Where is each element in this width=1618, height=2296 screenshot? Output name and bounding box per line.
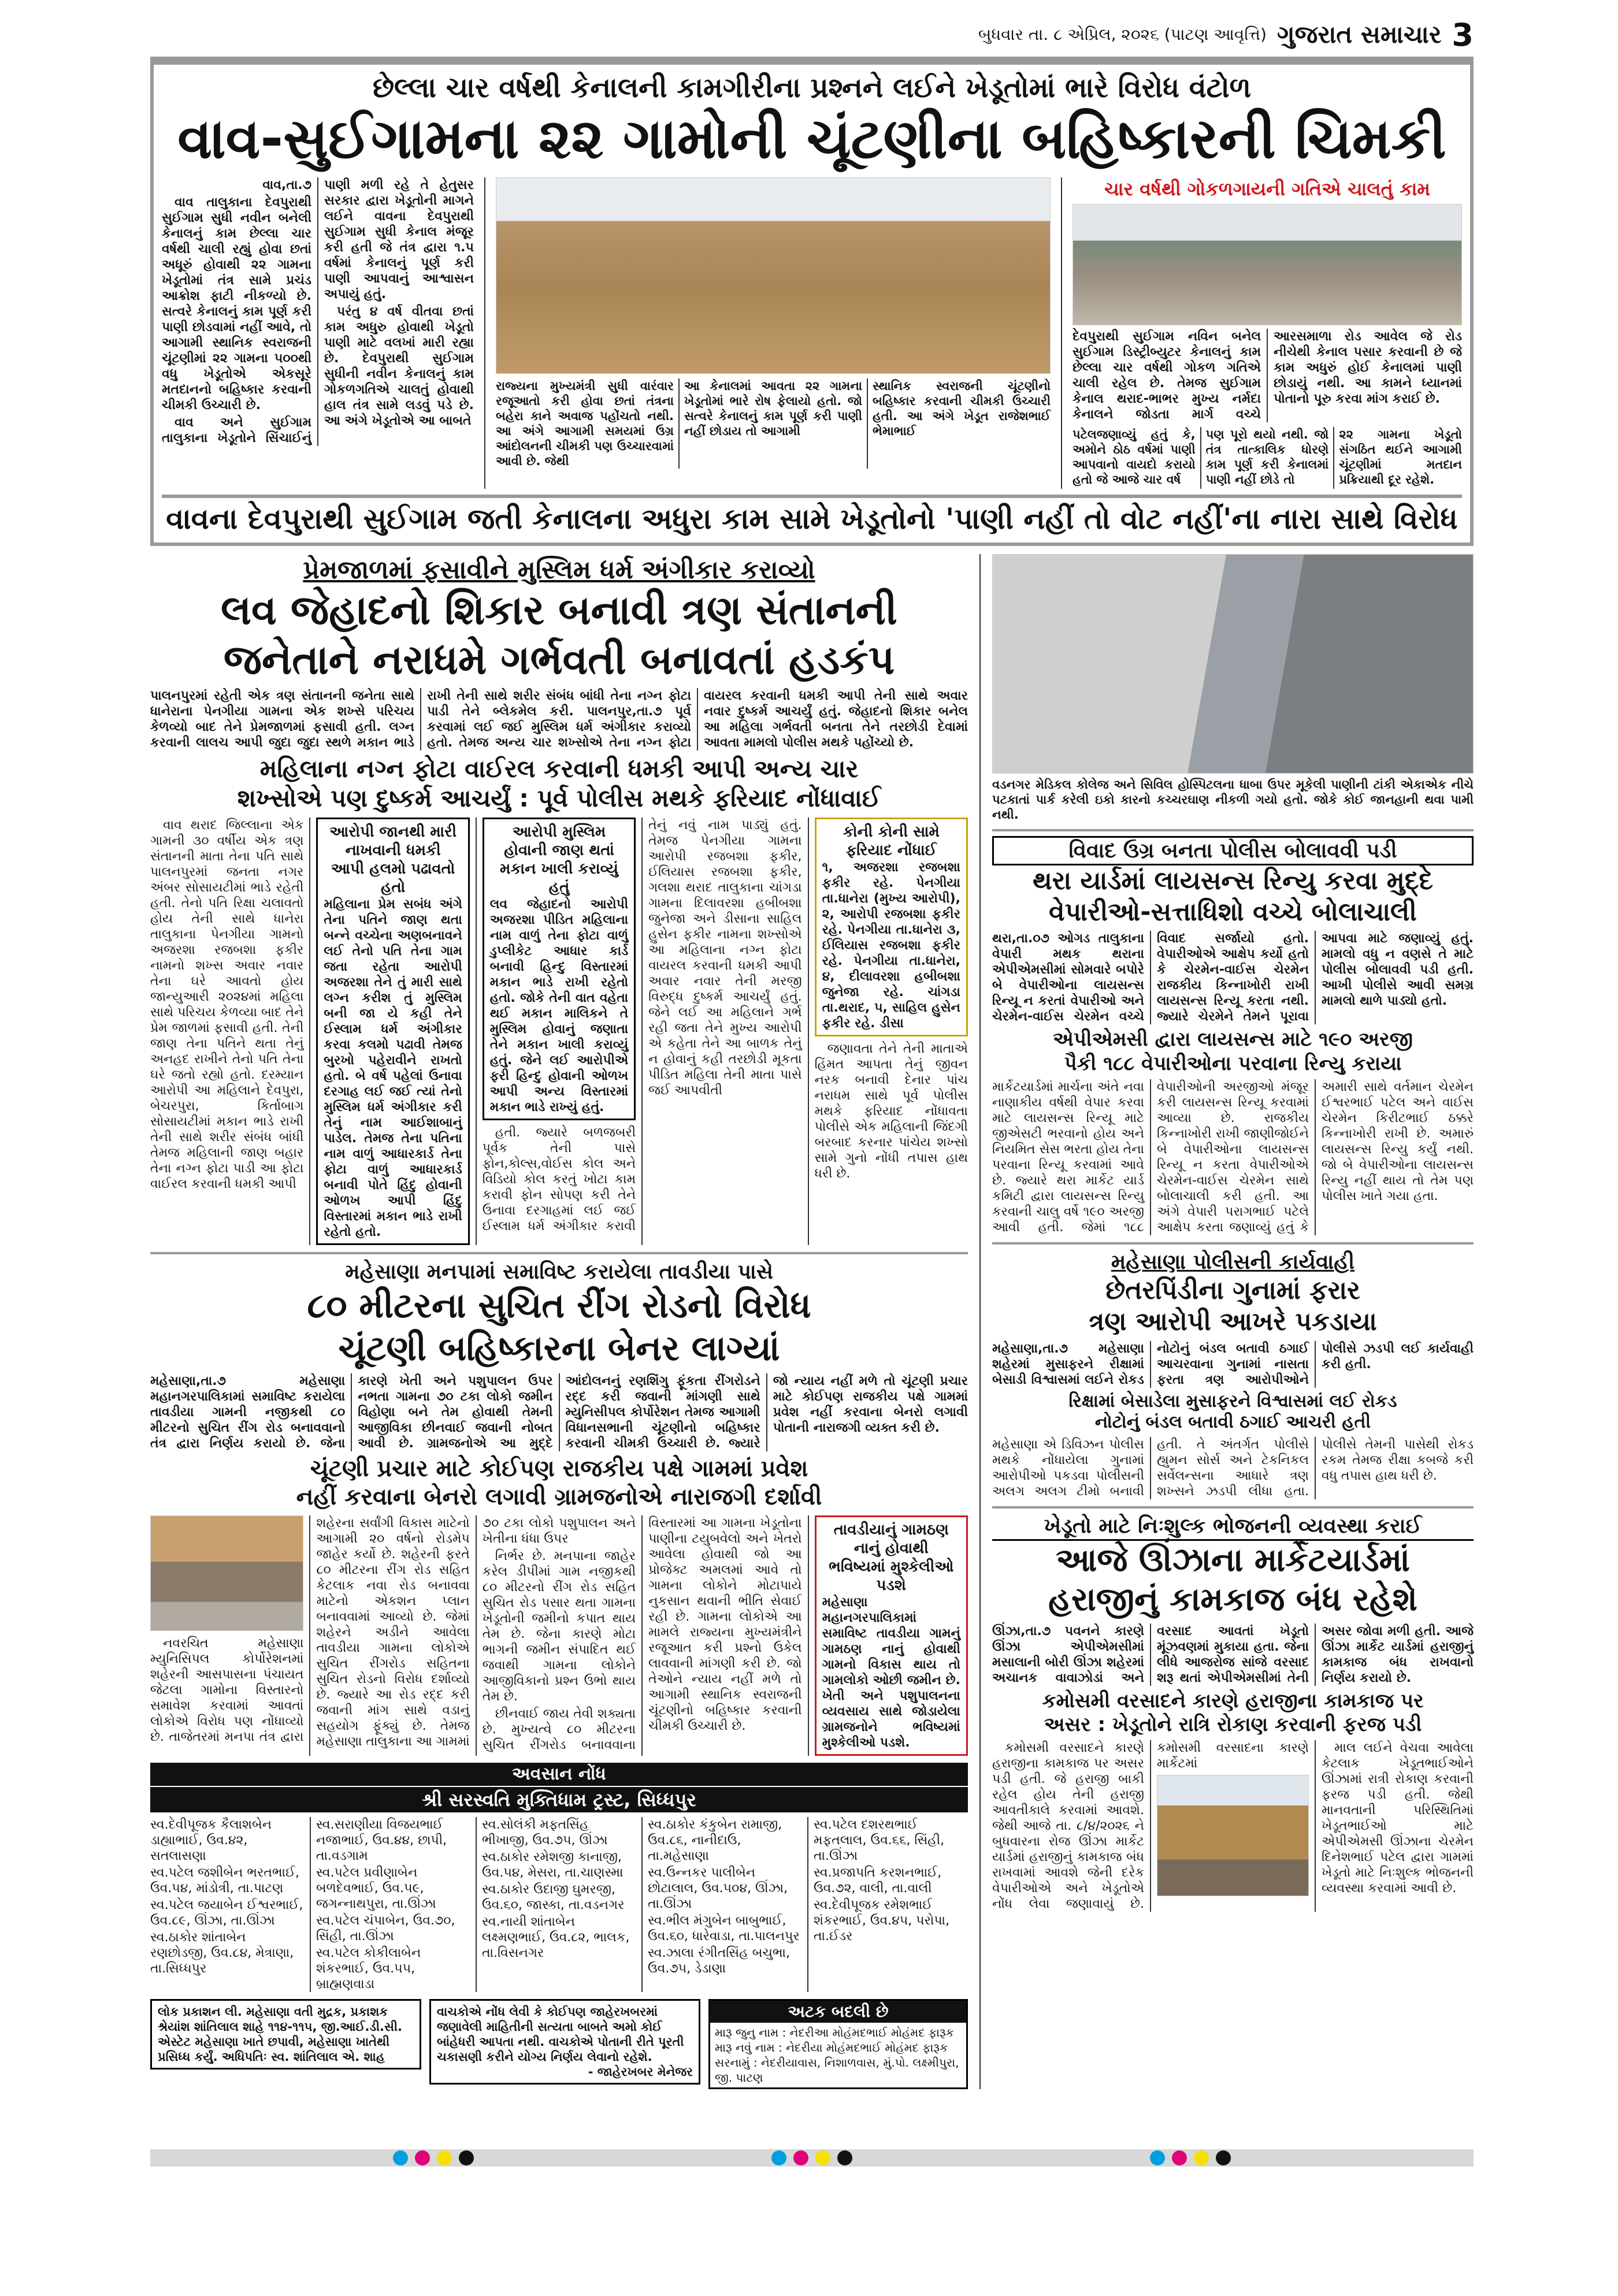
obituary-trust: શ્રી સરસ્વતિ મુક્તિધામ ટ્રસ્ટ, સિધ્ધપુર (150, 1786, 968, 1812)
black-dot (1216, 2150, 1231, 2165)
story3-headline-line1: થરા યાર્ડમાં લાયસન્સ રિન્યુ કરવા મુદ્દે (1032, 866, 1434, 896)
box-title: કોની કોની સામે (843, 823, 940, 841)
cyan-dot (1150, 2150, 1165, 2165)
story4-headline-line2: ચૂંટણી બહિષ્કારના બેનર લાગ્યાં (338, 1328, 780, 1369)
story3-body2: માર્કેટયાર્ડમાં માર્ચના અંતે નવા નાણાકીય વર્ષથી વેપાર કરવા માટે લાયસન્સ રિન્યૂ માટે જીએસટી ભરવાનો હોય અને નિયમિત સેસ ભરતા હોય તેના પરવાના રિન્યૂ કરવામાં આવે છે. જ્યારે થરા માર્કેટ યાર્ડ કમિટી દ્વારા લાયસન્સ રિન્યુ કરવાની ચાલુ વર્ષે ૧૯૦ અરજી આવી હતી. જેમાં ૧૮૮ વેપારીઓની અરજીઓ મંજૂર કરી લાયસન્સ રિન્યૂ કરવામાં આવ્યા છે. રાજકીય કિન્નાખોરી રાખી જાણીજોઈને બે વેપારીઓના લાયસન્સ રિન્યૂ ન કરતા વેપારીઓએ ચેરમેન-વાઈસ ચેરમેન સાથે બોલાચાલી કરી હતી. આ અંગે વેપારી પરાગભાઈ પટેલે આક્ષેપ કરતા જણાવ્યું હતું કે અમારી સાથે વર્તમાન ચેરમેન ઈશ્વરભાઈ પટેલ અને વાઈસ ચેરમેન કિરીટભાઈ ઠક્કરે કિન્નાખોરી રાખી છે. અમારું લાયસન્સ રિન્યુ કર્યું નથી. જો બે વેપારીઓના લાયસન્સ રિન્યુ નહીં થાય તો તેમ પણ પોલીસ ખાતે ગયા હતા. (992, 1080, 1474, 1235)
story6-body2: કમોસમી વરસાદને કારણે હરાજીના કામકાજ પર અસર પડી હતી. જે હરાજી બાકી રહેલ હોય તેની હરાજી આવતીકાલે કરવામાં આવશે. જેથી આજે તા. ૮/૪/૨૦૨૬ ને બુધવારના રોજ ઊંઝા માર્કેટ યાર્ડમાં હરાજીનું કામકાજ બંધ રાખવામાં આવશે જેની દરેક વેપારીઓએ અને ખેડૂતોએ નોંધ લેવા જણાવાયું છે. કમોસમી વરસાદના કારણે માર્કેટમાં (992, 1741, 1309, 1912)
box-body: લવ જેહાદનો આરોપી અજરશા પીડિત મહિલાના નામ વાળું તેના ફોટા વાળું ડુપ્લીકેટ આધાર કાર્ડ બનાવી હિન્દુ વિસ્તારમાં મકાન ભાડે રાખી રહેતો હતો. જોકે તેની વાત વહેતા થઈ મકાન માલિકને તે મુસ્લિમ હોવાનું જણાતા તેને મકાન ખાલી કરાવ્યું હતું. જેને લઈ આરોપીએ ફરી હિન્દુ હોવાની ઓળખ આપી અન્ય વિસ્તારમાં મકાન ભાડે રાખ્યું હતું. (489, 897, 629, 1115)
caption: સ્થાનિક સ્વરાજની ચૂંટણીનો બહિષ્કાર કરવાની ચીમકી ઉચ્ચારી હતી. આ અંગે ખેડૂત રાજેશભાઈ ભેમાભાઈ (873, 379, 1051, 439)
story1-captions (496, 378, 1051, 469)
story2-subhead-line2: શખ્સોએ પણ દુષ્કર્મ આચર્યું : પૂર્વ પોલીસ મથકે ફરિયાદ નોંધાવાઈ (237, 784, 881, 813)
story4-subhead-line2: નહીં કરવાના બેનરો લગાવી ગ્રામજનોએ નારાજગી દર્શાવી (296, 1483, 822, 1510)
box-title: ફરિયાદ નોંધાઈ (845, 842, 937, 860)
photo-caption: વડનગર મેડિકલ કોલેજ અને સિવિલ હોસ્પિટલના ધાબા ઉપર મૂકેલી પાણીની ટાંકી એકાએક નીચે પટકાતાં પાર્ક કરેલી ઇકો કારનો કચ્ચરઘાણ નીકળી ગયો હતો. જોકે કોઈ જાનહાની થવા પામી નથી. (992, 778, 1474, 822)
name-change-title: અટક બદલી છે (710, 2001, 966, 2023)
protest-crowd-photo (1073, 204, 1462, 325)
obituary-item: સ્વ.પટેલ કોકીલાબેન શંકરભાઈ, ઉવ.૫૫, બ્રાહ્મણવાડા (316, 1946, 421, 1992)
black-dot (837, 2150, 852, 2165)
story-ring-road (150, 1252, 968, 1756)
story1-headline: વાવ-સુઈગામના ૨૨ ગામોની ચૂંટણીના બહિષ્કારની ચિમકી (177, 106, 1446, 171)
caption: ૨૨ ગામના ખેડૂતો સંગઠિત થઈને આગામી ચૂંટણીમાં મતદાન પ્રક્રિયાથી દૂર રહેશે. (1339, 428, 1462, 487)
story2-col3: હતી. જ્યારે બળજબરી પૂર્વક તેની પાસે ફોન,કોલ્સ,વોઈસ કોલ અને વિડિયો કોલ કરતું ખોટા કામ કરાવી ફોન સોપણ કરી તેને ઉનાવા દરગાહમાં લઈ જઈ ઈસ્લામ ધર્મ અંગીકાર કરાવી તેનું નવું નામ પાડ્યું હતું. તેમજ પેનગીયા ગામના આરોપી રજબશા ફકીર, ઈલિયાસ રજબશા ફકીર, ગલશા થરાદ તાલુકાના ચાંગડા ગામના દિલાવરશા હબીબશા જુનેજા અને ડીસાના સાહિલ હુસેન ફકીર નામના શખ્સોએ આ મહિલાના નગ્ન ફોટા વાયરલ કરવાની ધમકી આપી અવાર નવાર તેની મરજી વિરુદ્ધ દુષ્કર્મ આચર્યું હતું. જેને લઈ આ મહિલાને ગર્ભ રહી જતા તેને મુખ્ય આરોપી એ કહેતા તેને આ બાળક તેનું ન હોવાનું કહી તરછોડી મૂકતા પીડિત મહિલા તેની માતા પાસે જઈ આપવીતી (482, 818, 802, 1234)
box-body: ૧, અજરશા રજબશા ફકીર રહે. પેનગીયા તા.ધાનેરા (મુખ્ય આરોપી), ૨, આરોપી રજબશા ફકીર રહે. પેનગીયા તા.ધાનેરા ૩, ઈલિયાસ રજબશા ફકીર રહે. પેનગીયા તા.ધાનેરા, ૪, દીલાવરશા હબીબશા જુનેજા રહે. ચાંગડા તા.થરાદ, ૫, સાહિલ હુસેન ફકીર રહે. ડીસા (822, 860, 960, 1031)
dateline: વાવ,તા.૭ (262, 178, 311, 193)
divider (484, 177, 485, 489)
box-title: આપી હલમો પઢાવતો હતો (331, 860, 455, 897)
obituary-item: સ્વ.પટેલ દશરથભાઈ મફતલાલ, ઉવ.૬૬, સિંહી, તા.ઊંઝા (814, 1818, 945, 1864)
disclaimer-sign: - જાહેરખબર મેનેજર (588, 2065, 693, 2079)
cyan-dot (771, 2150, 786, 2165)
story5-kicker: મહેસાણા પોલીસની કાર્યવાહી (1111, 1250, 1355, 1275)
divider (1061, 177, 1062, 489)
masthead-logo: ગુજરાત સમાચાર (1276, 20, 1442, 49)
story4-col1: નવરચિત મહેસાણા મ્યુનિસિપલ કોર્પોરેશનમાં શહેરની આસપાસના પંચાયત જેટલા ગામોના વિસ્તારનો સમાવેશ કરવામાં આવતાં લોકોએ વિરોધ પણ નોંધાવ્યો છે. તાજેતરમાં મનપા તંત્ર દ્વારા શહેરના સર્વાંગી વિકાસ માટેનો આગામી ૨૦ વર્ષનો રોડમેપ જાહેર કર્યો છે. શહેરની ફરતે ૮૦ મીટરના રીંગ રોડ સહિત કેટલાક નવા રોડ બનાવવા માટેનો એકશન પ્લાન બનાવવામાં આવ્યો છે. જેમાં શહેરને અડીને આવેલા તાવડીયા ગામના લોકોએ સુચિત રીંગરોડ સહિતના સુચિત રોડનો વિરોધ દર્શાવ્યો છે. જ્યારે આ રોડ રદ્દ કરી જવાની માંગ સાથે વડાનું સહયોગ ફૂંક્યું છે. તેમજ મહેસાણા તાલુકાના આ ગામમાં ૭૦ ટકા લોકો પશુપાલન અને ખેતીના ધંધા ઉપર (150, 1516, 636, 1749)
new-name: મારૂ નવું નામ : નેદરીયા મોહંમદભાઈ મોહંમદ ફારૂક (715, 2041, 948, 2055)
story3-kicker: વિવાદ ઉગ્ર બનતા પોલીસ બોલાવવી પડી (992, 836, 1474, 865)
story3-headline-line2: વેપારીઓ-સત્તાધિશો વચ્ચે બોલાચાલી (1049, 897, 1417, 927)
canal-photo (496, 177, 1051, 374)
story4-body: મહેસાણા,તા.૭ મહેસાણા મહાનગરપાલિકામાં સમાવિષ્ટ કરાયેલા તાવડીયા ગામની નજીકથી ૮૦ મીટરનો સુચિત રીંગ રોડ બનાવવાનો તંત્ર દ્વારા નિર્ણય કરાયો છે. જેના કારણે ખેતી અને પશુપાલન ઉપર નભતા ગામના ૭૦ ટકા લોકો જમીન વિહોણા બને તેમ હોવાથી તેમની આજીવિકા છીનવાઈ જવાની નોબત આવી છે. ગ્રામજનોએ આ મુદ્દે આંદોલનનું રણશિંગુ ફૂંકતા રીંગરોડને રદ્દ કરી જવાની માંગણી સાથે મ્યુનિસીપલ કોર્પોરેશન તેમજ આગામી વિધાનસભાની ચૂંટણીનો બહિષ્કાર કરવાની ચીમકી ઉચ્ચારી છે. જ્યારે જો ન્યાય નહીં મળે તો ચૂંટણી પ્રચાર માટે કોઈપણ રાજકીય પક્ષે ગામમાં પ્રવેશ નહીં કરવાના બેનરો લગાવી પોતાની નારાજગી વ્યક્ત કરી છે. (150, 1373, 968, 1451)
story2-accused-box (815, 818, 968, 1036)
story4-kicker: મહેસાણા મનપામાં સમાવિષ્ટ કરાયેલા તાવડીયા પાસે (345, 1260, 773, 1284)
magenta-dot (793, 2150, 808, 2165)
black-dot (459, 2150, 474, 2165)
ads-row (150, 1999, 968, 2089)
caption: આ કેનાલમાં આવતા ૨૨ ગામના ખેડૂતોમાં ભારે રોષ ફેલાયો હતો. જો સત્વરે કેનાલનું કામ પૂર્ણ કરી પાણી નહીં છોડાય તો આગામી (684, 379, 862, 439)
caption: રાજ્યના મુખ્યમંત્રી સુધી વારંવાર રજૂઆતો કરી હોવા છતાં તંત્રના બહેરા કાને અવાજ પહોંચતો નથી. આ અંગે આગામી સમયમાં ઉગ્ર આંદોલનની ચીમકી પણ ઉચ્ચારવામાં આવી છે. જેથી (496, 379, 674, 469)
magenta-dot (415, 2150, 430, 2165)
obituary-item: સ્વ.પટેલ પ્રવીણાબેન બળદેવભાઈ, ઉવ.૫૯, જગન્નાથપુરા, તા.ઊંઝા (316, 1866, 436, 1912)
story2-lead: પાલનપુરમાં રહેતી એક ત્રણ સંતાનની જનેતા સાથે ધાનેરાના પેનગીયા ગામના એક શખ્સે પરિચય કેળવ્યો બાદ તેને પ્રેમજાળમાં ફસાવી હતી. લગ્ન કરવાની લાલચ આપી જુદા જુદા સ્થળે મકાન ભાડે રાખી તેની સાથે શરીર સંબંધ બાંધી તેના નગ્ન ફોટા પાડી તેને બ્લેકમેલ કરી. પાલનપુર,તા.૭ પૂર્વ કરવામાં લઈ જઈ મુસ્લિમ ધર્મ અંગીકાર કરાવ્યો હતો. તેમજ અન્ય ચાર શખ્સોએ તેના નગ્ન ફોટા વાયરલ કરવાની ધમકી આપી તેની સાથે અવાર નવાર દુષ્કર્મ આચર્યું હતું. જેહાદનો શિકાર બનેલ આ મહિલા ગર્ભવતી બનતા તેને તરછોડી દેવામાં આવતા મામલો પોલીસ મથકે પહોંચ્યો છે. (150, 688, 968, 750)
story3-subhead-line2: પૈકી ૧૮૮ વેપારીઓના પરવાના રિન્યુ કરાયા (1064, 1052, 1402, 1075)
disclaimer-text: વાચકોએ નોંધ લેવી કે કોઈપણ જાહેરખબરમાં જણાવેલી માહિતીની સત્યતા બાબતે અમો કોઈ બાંહેધરી આપતા નથી. વાચકોએ પોતાની રીતે પૂરતી ચકાસણી કરીને યોગ્ય નિર્ણય લેવાનો રહેશે. (437, 2005, 684, 2064)
page-number: 3 (1452, 16, 1474, 53)
yellow-dot (815, 2150, 830, 2165)
obituary-item: સ્વ.ઠાકોર શાંતાબેન રણછોડજી, ઉવ.૮૪, મેત્રાણા, તા.સિધ્ધપુર (150, 1930, 294, 1977)
publisher-imprint: લોક પ્રકાશન લી. મહેસાણા વતી મુદ્રક, પ્રકાશક શ્રેયાંશ શાંતિલાલ શાહે ૧૧૪-૧૧૫, જી.આઈ.ડી.સી. એસ્ટેટ મહેસાણા ખાતે છપાવી, મહેસાણા ખાતેથી પ્રસિધ્ધ કર્યું. અધિપતિઃ સ્વ. શાંતિલાલ એ. શાહ (150, 1999, 421, 2070)
yellow-dot (1194, 2150, 1209, 2165)
magenta-dot (1172, 2150, 1187, 2165)
page-header (150, 17, 1474, 52)
story4-col3: છીનવાઈ જાય તેવી શક્યતા છે. મુખ્યત્વે ૮૦ મીટરના સુચિત રીંગરોડ બનાવવાના વિસ્તારમાં આ ગામના ખેડૂતોના પાણીના ટયુબવેલો અને ખેતરો આવેલા હોવાથી જો આ પ્રોજેક્ટ અમલમાં આવે તો ગામના લોકોને મોટાપાયે નુકસાન થવાની ભીતિ સેવાઈ રહી છે. ગામના લોકોએ આ મામલે રાજ્યના મુખ્યમંત્રીને રજૂઆત કરી પ્રશ્નો ઉકેલ લાવવાની માંગણી કરી છે. જો તેઓને ન્યાય નહીં મળે તો આગામી સ્થાનિક સ્વરાજની ચૂંટણીનો બહિષ્કાર કરવાની ચીમકી ઉચ્ચારી છે. (482, 1516, 802, 1753)
caption: પટેલજણાવ્યું હતું કે, અમોને ઠોઠ વર્ષમાં પાણી આપવાનો વાયદો કરાયો હતો જે આજે ચાર વર્ષ (1073, 428, 1196, 487)
obituary-item: સ્વ.પ્રજાપતિ કરશનભાઈ, ઉવ.૭૨, વાલી, તા.વાલી (814, 1866, 942, 1896)
story5-subhead-line2: નોટોનું બંડલ બતાવી ઠગાઈ આચરી હતી (1094, 1412, 1371, 1433)
divider (979, 554, 981, 2089)
story1-side-body: દેવપુરાથી સુઈગામ નવિન બનેલ સુઈગામ ડિસ્ટ્રીબ્યુટર કેનાલનું કામ છેલ્લા ચાર વર્ષથી ગોકળ ગતિએ ચાલી રહેલ છે. તેમજ સુઈગામ કેનાલ થરાદ-ભાભર મુખ્ય નર્મદા કેનાલને જોડતા માર્ગ વચ્ચે આરસમાળા રોડ આવેલ જે રોડ નીચેથી કેનાલ પસાર કરવાની છે જે કામ અધુરું હોઈ કેનાલમાં પાણી છોડાયું નથી. આ કામને ધ્યાનમાં પોતાનો પૂરુ કરવા માંગ કરાઈ છે. (1073, 329, 1462, 422)
story6-body3: માલ લઈને વેચવા આવેલા કેટલાક ખેડૂતભાઈઓને ઊંઝામાં રાત્રી રોકાણ કરવાની ફરજ પડી હતી. જેથી માનવતાની પરિસ્થિતિમાં ખેડૂતભાઈઓ માટે એપીએમસી ઊંઝાના ચેરમેન દિનેશભાઈ પટેલ દ્વારા ગામમાં ખેડૂતો માટે નિઃશુલ્ક ભોજનની વ્યવસ્થા કરવામાં આવી છે. (1322, 1741, 1474, 1896)
story4-redbox (815, 1515, 968, 1756)
story2-columns (150, 818, 968, 1245)
obituary-item: સ્વ.દેવીપૂજક કૈલાશબેન ડાહ્યાભાઈ, ઉવ.૪૨, સતલાસણા (150, 1818, 272, 1864)
obituary-title: અવસાન નોંધ (150, 1763, 968, 1786)
name-change-box (708, 1999, 968, 2089)
obituary-item: સ્વ.ઠાકોર ઉદાજી ઘુમરજી, ઉવ.૬૦, જાસ્કા, તા.વડનગર (482, 1882, 625, 1913)
newspaper-page (150, 17, 1474, 2167)
paragraph: પરંતુ ૪ વર્ષ વીતવા છતાં કામ અધુરુ હોવાથી ખેડૂતો પાણી માટે વલખાં મારી રહ્યા છે. દેવપુરાથી સુઈગામ સુધીની નવીન કેનાલનું કામ ગોકળગતિએ ચાલતું હોવાથી હાલ તંત્ર સામે લડવું પડે છે. આ અંગે ખેડૂતોએ આ બાબતે (324, 304, 474, 429)
story2-box2 (483, 818, 636, 1120)
box-body: મહિલાના પ્રેમ સબંધ અંગે તેના પતિને જાણ થતા બન્ને વચ્ચેના અણબનાવને લઈ તેનો પતિ તેના ગામ જતા રહેતા આરોપી અજરશા તેને તું મારી સાથે લગ્ન કરીશ તું મુસ્લિમ બની જા યે કહી તેને ઈસ્લામ ધર્મ અંગીકાર કરવા કલમો પઢાવી તેમજ બુરખો પહેરાવીને રાખતો હતો. બે વર્ષ પહેલાં ઉનાવા દરગાહ લઈ જઈ ત્યાં તેનો મુસ્લિમ ધર્મ અંગીકાર કરી તેનું નામ આઈશાબાનું પાડેલ. તેમજ તેના પતિના નામ વાળું આધારકાર્ડ તેના ફોટા વાળું આધારકાર્ડ બનાવી પોતે હિંદુ હોવાની ઓળખ આપી હિંદુ વિસ્તારમાં મકાન ભાડે રાખી રહેતો હતો. (324, 897, 462, 1240)
story2-kicker: પ્રેમજાળમાં ફસાવીને મુસ્લિમ ધર્મ અંગીકાર કરાવ્યો (303, 555, 815, 585)
old-name: મારૂ જુનુ નામ : નેદરીઆ મોહંમદભાઈ મોહંમદ ફારૂક (715, 2026, 954, 2040)
story-fraud-arrest (992, 1242, 1474, 1499)
obituary-item: સ્વ.ઠાકોર રમેશજી કાનાજી, ઉવ.૫૪, મેસરા, તા.ચાણસ્મા (482, 1850, 624, 1881)
story4-col2: નિર્ભર છે. મનપાના જાહેર કરેલ ડીપીમાં ગામ નજીકથી ૮૦ મીટરનો રીંગ રોડ સહિત સુચિત રોડ પસાર થતા ગામના ખેડૂતોની જમીનો કપાત થાય તેમ છે. જેના કારણે મોટા ભાગની જમીન સંપાદિત થઈ જવાથી ગામના લોકોને આજીવિકાનો પ્રશ્ન ઉભો થાય તેમ છે. (482, 1549, 636, 1704)
story4-columns (150, 1515, 968, 1756)
obituary-list (150, 1817, 968, 1992)
story-love-jihad (150, 554, 968, 1245)
print-registration-bar (150, 2149, 1474, 2167)
obituary-item: સ્વ.પટેલ ચંપાબેન, ઉવ.૭૦, સિંહી, તા.ઊંઝા (316, 1914, 455, 1944)
box-title: મકાન ખાલી કરાવ્યું હતું (500, 860, 618, 897)
story6-kicker: ખેડૂતો માટે નિઃશુલ્ક ભોજનની વ્યવસ્થા કરાઈ (992, 1513, 1474, 1541)
story6-headline-line1: આજે ઊંઝાના માર્કેટયાર્ડમાં (1056, 1541, 1410, 1579)
story5-headline-line2: ત્રણ આરોપી આખરે પકડાયા (1089, 1307, 1377, 1337)
obituary-item: સ્વ.પટેલ જયાબેન ઈશ્વરભાઈ, ઉવ.૮૯, ઊંઝા, તા.ઊંઝા (150, 1898, 303, 1929)
story4-headline-line1: ૮૦ મીટરના સુચિત રીંગ રોડનો વિરોધ (307, 1286, 811, 1327)
story2-subhead-line1: મહિલાના નગ્ન ફોટા વાઈરલ કરવાની ધમકી આપી અન્ય ચાર (259, 754, 859, 783)
water-tank-collapse-photo (992, 554, 1474, 774)
story3-subhead-line1: એપીએમસી દ્વારા લાયસન્સ માટે ૧૯૦ અરજી (1052, 1028, 1413, 1052)
story2-col4: જણાવતા તેને તેની માતાએ હિંમત આપતા તેનું જીવન નરક બનાવી દેનાર પાંચ નરાધમ સાથે પૂર્વ પોલીસ મથકે ફરિયાદ નોંધાવતા પોલીસે એક મહિલાની જિંદગી બરબાદ કરનાર પાંચેય શખ્સો સામે ગુનો નોંધી તપાસ હાથ ધરી છે. (814, 1042, 968, 1182)
paragraph: વાવ અને સુઈગામ તાલુકાના ખેડૂતોને સિંચાઈનું પાણી મળી રહે તે હેતુસર સરકાર દ્વારા ખેડૂતોની માગને લઈને વાવના દેવપુરાથી સુઈગામ સુધી કેનાલ મંજૂર કરી હતી જે તંત્ર દ્વારા ૧.૫ વર્ષમાં કેનાલનું પૂર્ણ કરી પાણી આપવાનું આશ્વાસન અપાયું હતું. (162, 178, 474, 446)
market-yard-building-photo (1157, 1775, 1309, 1896)
story5-body: મહેસાણા,તા.૭ મહેસાણા શહેરમાં મુસાફરને રીક્ષામાં બેસાડી વિશ્વાસમાં લઈને રોકડ નોટોનું બંડલ બતાવી ઠગાઈ આચરવાના ગુનામાં નાસતા ફરતા ત્રણ આરોપીઓને પોલીસે ઝડપી લઈ કાર્યવાહી કરી હતી. (992, 1341, 1474, 1387)
obituary-item: સ્વ.પટેલ જશીબેન ભરતભાઈ, ઉવ.૫૪, માંડોત્રી, તા.પાટણ (150, 1866, 299, 1896)
box-title: તાવડીયાનું ગામઠણ નાનું હોવાથી (833, 1521, 949, 1558)
date-edition: બુધવાર તા. ૮ એપ્રિલ, ૨૦૨૬ (પાટણ આવૃત્તિ) (978, 25, 1267, 44)
story1-body (162, 177, 474, 446)
yellow-dot (437, 2150, 452, 2165)
caption: પણ પૂરો થયો નથી. જો તંત્ર તાત્કાલિક ધોરણે કામ પૂર્ણ કરી કેનાલમાં પાણી નહીં છોડે તો (1205, 428, 1329, 487)
obituary-item: સ્વ.ઠાકોર કંકુબેન રામાજી, ઉવ.૮૬, નાનીદાઉ, તા.મહેસાણા (648, 1818, 782, 1864)
story2-box1 (316, 818, 469, 1245)
story5-body2: મહેસાણા એ ડિવિઝન પોલીસ મથકે નોંધાયેલા ગુનામાં આરોપીઓ પકડવા પોલીસની અલગ અલગ ટીમો બનાવી હતી. તે અંતર્ગત પોલીસે હ્યુમન સોર્સ અને ટેકનિકલ સર્વેલન્સના આધારે ત્રણ શખ્સને ઝડપી લીધા હતા. પોલીસે તેમની પાસેથી રોકડ રકમ તેમજ રીક્ષા કબજે કરી વધુ તપાસ હાથ ધરી છે. (992, 1437, 1474, 1499)
story6-subhead-line1: કમોસમી વરસાદને કારણે હરાજીના કામકાજ પર (1042, 1689, 1424, 1712)
story3-body: થરા,તા.૦૭ ઓગડ તાલુકાના વેપારી મથક થરાના એપીએમસીમાં સોમવારે બપોરે બે વેપારીઓના લાયસન્સ રિન્યૂ ન કરતાં વેપારીઓ અને ચેરમેન-વાઈસ ચેરમેન વચ્ચે વિવાદ સર્જાયો હતો. વેપારીઓએ આક્ષેપ કર્યો હતો કે ચેરમેન-વાઈસ ચેરમેન રાજકીય કિન્નાખોરી રાખી લાયસન્સ રિન્યૂ કરતા નથી. જ્યારે ચેરમેને તેમને પૂરાવા આપવા માટે જણાવ્યું હતું. મામલો વધુ ન વણસે તે માટે પોલીસ બોલાવવી પડી હતી. આખી પોલીસે આવી સમગ્ર મામલો થાળે પાડ્યો હતો. (992, 931, 1474, 1024)
story1-kicker: છેલ્લા ચાર વર્ષથી કેનાલની કામગીરીના પ્રશ્નને લઈને ખેડૂતોમાં ભારે વિરોધ વંટોળ (372, 72, 1252, 104)
box-title: આરોપી મુસ્લિમ હોવાની જાણ થતાં (504, 823, 614, 860)
story2-col1: વાવ થરાદ જિલ્લાના એક ગામની ૩૦ વર્ષીય એક ત્રણ સંતાનની માતા તેના પતિ સાથે પાલનપુરમાં જનતા નગર અંબર સોસાયટીમાં ભાડે રહેતી હતી. તેનો પતિ રિક્ષા ચલાવતો હોય તેની સાથે ધાનેરા તાલુકાના પેનગીયા ગામનો અજરશા રજબશા ફકીર નામનો શખ્સ અવાર નવાર તેના ઘરે આવતો હોય જાન્યુઆરી ૨૦૨૪માં મહિલા સાથે પરિચય કેળવ્યા બાદ તેને પ્રેમ જાળમાં ફસાવી હતી. તેની જાણ તેના પતિને થતા તેનું અનહદ રાખીને તેનો પતિ તેના ઘરે જતો રહ્યો હતો. દરમ્યાન આરોપી આ મહિલાને દેવપુરા, બેચરપુરા, કિર્તાબાગ સોસાયટીમાં મકાન ભાડે રાખી તેની સાથે શરીર સંબંધ બાંધી તેમજ મહિલાની જાણ બહાર તેના નગ્ન ફોટા પાડી આ ફોટા વાઈરલ કરવાની ધમકી આપી (150, 818, 304, 1192)
story1-side-captions (1073, 427, 1462, 489)
obituary-item: સ્વ.નાયી શાંતાબેન લક્ષ્મણભાઈ, ઉવ.૮૨, ભાલક, તા.વિસનગર (482, 1915, 630, 1961)
paragraph: વાવ તાલુકાના દેવપુરાથી સુઈગામ સુધી નવીન બનેલી કેનાલનું કામ છેલ્લા ચાર વર્ષથી ચાલી રહ્યું હોવા છતાં અધૂરું હોવાથી ૨૨ ગામના ખેડૂતોમાં તંત્ર સામે પ્રચંડ આક્રોશ ફાટી નીકળ્યો છે. સત્વરે કેનાલનું કામ પૂર્ણ કરી પાણી છોડવામાં નહીં આવે, તો આગામી સ્થાનિક સ્વરાજની ચૂંટણીમાં ૨૨ ગામના ૫૦૦થી વધુ ખેડૂતોએ એકસૂરે મતદાનનો બહિષ્કાર કરવાની ચીમકી ઉચ્ચારી છે. (162, 195, 311, 413)
box-body: મહેસાણા મહાનગરપાલિકામાં સમાવિષ્ટ તાવડીયા ગામનું ગામઠણ નાનું હોવાથી ગામનો વિકાસ થાય તો ગામલોકો ઓછી જમીન છે. ખેતી અને પશુપાલનના વ્યવસાય સાથે જોડાયેલા ગ્રામજનોને ભવિષ્યમાં મુશ્કેલીઓ પડશે. (822, 1595, 960, 1751)
story6-columns (992, 1740, 1474, 1912)
story6-body: ઊંઝા,તા.૭ પવનને કારણે ઊંઝા એપીએમસીમાં મસાલાની બોરી ઊંઝા શહેરમાં અચાનક વાવાઝોડાં અને વરસાદ આવતાં ખેડૂતો મૂંઝવણમાં મુકાયા હતા. જેના લીધે આજરોજ સાંજે વરસાદ શરૂ થતાં એપીએમસીમાં તેની અસર જોવા મળી હતી. આજે ઊંઝા માર્કેટ યાર્ડમાં હરાજીનું કામકાજ બંધ રાખવાનો નિર્ણય કરાયો છે. (992, 1623, 1474, 1685)
ad-disclaimer-box (429, 1999, 700, 2085)
story-canal-protest (150, 57, 1474, 546)
story2-headline-line1: લવ જેહાદનો શિકાર બનાવી ત્રણ સંતાનની (221, 586, 897, 634)
obituary-item: સ્વ.ઝાલા રંગીતસિંહ બચુભા, ઉવ.૭૫, ડેડાણા (648, 1946, 790, 1977)
registration-marks (771, 2150, 852, 2165)
registration-marks (1150, 2150, 1231, 2165)
obituary-item: સ્વ.સરાણીયા વિજયભાઈ નજાભાઈ, ઉવ.૪૪, છાપી, તા.વડગામ (316, 1818, 447, 1864)
story6-headline-line2: હરાજીનું કામકાજ બંધ રહેશે (1048, 1581, 1417, 1619)
story5-subhead-line1: રિક્ષામાં બેસાડેલા મુસાફરને વિશ્વાસમાં લઈ રોકડ (1068, 1391, 1397, 1411)
story-thara-yard (992, 829, 1474, 1235)
story5-headline-line1: છેતરપિંડીના ગુનામાં ફરાર (1105, 1276, 1360, 1306)
address: સરનામું : નેદરીયાવાસ, નિશાળવાસ, મું.પો. લક્ષ્મીપુરા, જી. પાટણ (715, 2056, 959, 2085)
obituary-item: સ્વ.ભીલ મંગુબેન બાબુભાઈ, ઉવ.૬૦, ધારેવાડા, તા.પાલનપુર (648, 1914, 800, 1944)
obituary-item: સ્વ.સોલંકી મફતસિંહ ભીખાજી, ઉવ.૭૫, ઊંઝા (482, 1818, 608, 1848)
obituary-item: સ્વ.દેવીપૂજક રમેશભાઈ શંકરભાઈ, ઉવ.૪૫, પરોપા, તા.ઈડર (814, 1898, 950, 1944)
story6-subhead-line2: અસર : ખેડૂતોને રાત્રિ રોકાણ કરવાની ફરજ પડી (1044, 1713, 1422, 1737)
registration-marks (393, 2150, 474, 2165)
box-title: આરોપી જાનથી મારી નાખવાની ધમકી (329, 823, 457, 860)
cyan-dot (393, 2150, 408, 2165)
obituary-item: સ્વ.ઉન્નકર પાલીબેન છોટાલાલ, ઉવ.૫૦૪, ઊંઝા, તા.ઊંઝા (648, 1866, 788, 1912)
protest-banner-photo (150, 1515, 303, 1631)
box-title: ભવિષ્યમાં મુશ્કેલીઓ પડશે (829, 1558, 954, 1595)
story-unjha-yard (992, 1506, 1474, 1912)
story4-subhead-line1: ચૂંટણી પ્રચાર માટે કોઈપણ રાજકીય પક્ષે ગામમાં પ્રવેશ (310, 1455, 808, 1482)
obituary-section (150, 1763, 968, 1992)
story1-banner-headline: વાવના દેવપુરાથી સુઈગામ જતી કેનાલના અધુરા કામ સામે ખેડૂતોનો 'પાણી નહીં તો વોટ નહીં'ના નારા સાથે વિરોધ (166, 502, 1458, 536)
story2-headline-line2: જનેતાને નરાધમે ગર્ભવતી બનાવતાં હડકંપ (223, 636, 895, 683)
story1-side-kicker: ચાર વર્ષથી ગોકળગાયની ગતિએ ચાલતું કામ (1104, 178, 1430, 200)
